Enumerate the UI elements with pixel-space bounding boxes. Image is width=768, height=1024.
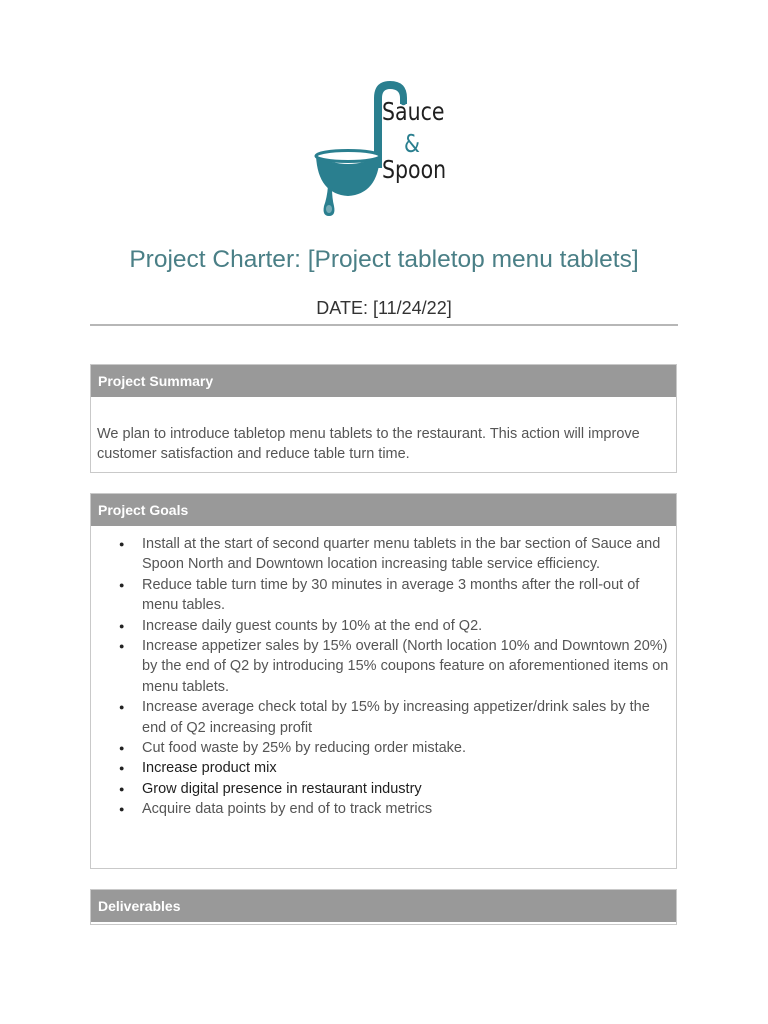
project-summary-section — [90, 364, 677, 473]
goal-item: ● Increase appetizer sales by 15% overall (North location 10% and Downtown 20%) by the end of Q2 by introducing 15% coupons feature on aforementioned items on menu tablets. — [142, 636, 670, 697]
title-divider — [90, 324, 678, 326]
goal-item: ● Acquire data points by end of to track metrics — [142, 799, 670, 819]
project-goals-list — [91, 526, 676, 820]
goal-item: ● Install at the start of second quarter menu tablets in the bar section of Sauce and Spoon North and Downtown location increasing table service efficiency. — [142, 534, 670, 575]
logo-ampersand: & — [404, 129, 420, 158]
project-summary-text: We plan to introduce tabletop menu tablets to the restaurant. This action will improve customer satisfaction and reduce table turn time. — [97, 426, 640, 462]
project-goals-section — [90, 493, 677, 869]
logo-word-sauce: Sauce — [382, 97, 445, 126]
goal-item: ● Reduce table turn time by 30 minutes in average 3 months after the roll-out of menu tables. — [142, 575, 670, 616]
goal-item: ● Increase average check total by 15% by increasing appetizer/drink sales by the end of Q2 increasing profit — [142, 697, 670, 738]
document-title: Project Charter: [Project tabletop menu tablets] — [129, 246, 639, 273]
deliverables-header: Deliverables — [91, 890, 676, 922]
goal-item: ● Increase daily guest counts by 10% at the end of Q2. — [142, 616, 670, 636]
deliverables-section — [90, 889, 677, 925]
sauce-and-spoon-logo — [312, 78, 462, 223]
logo-word-spoon: Spoon — [382, 155, 447, 184]
project-summary-header: Project Summary — [91, 365, 676, 397]
goal-item: ● Grow digital presence in restaurant industry — [142, 779, 670, 799]
project-goals-header: Project Goals — [91, 494, 676, 526]
goal-item: ● Cut food waste by 25% by reducing order mistake. — [142, 738, 670, 758]
goal-item: ● Increase product mix — [142, 758, 670, 778]
document-date: DATE: [11/24/22] — [316, 298, 452, 318]
